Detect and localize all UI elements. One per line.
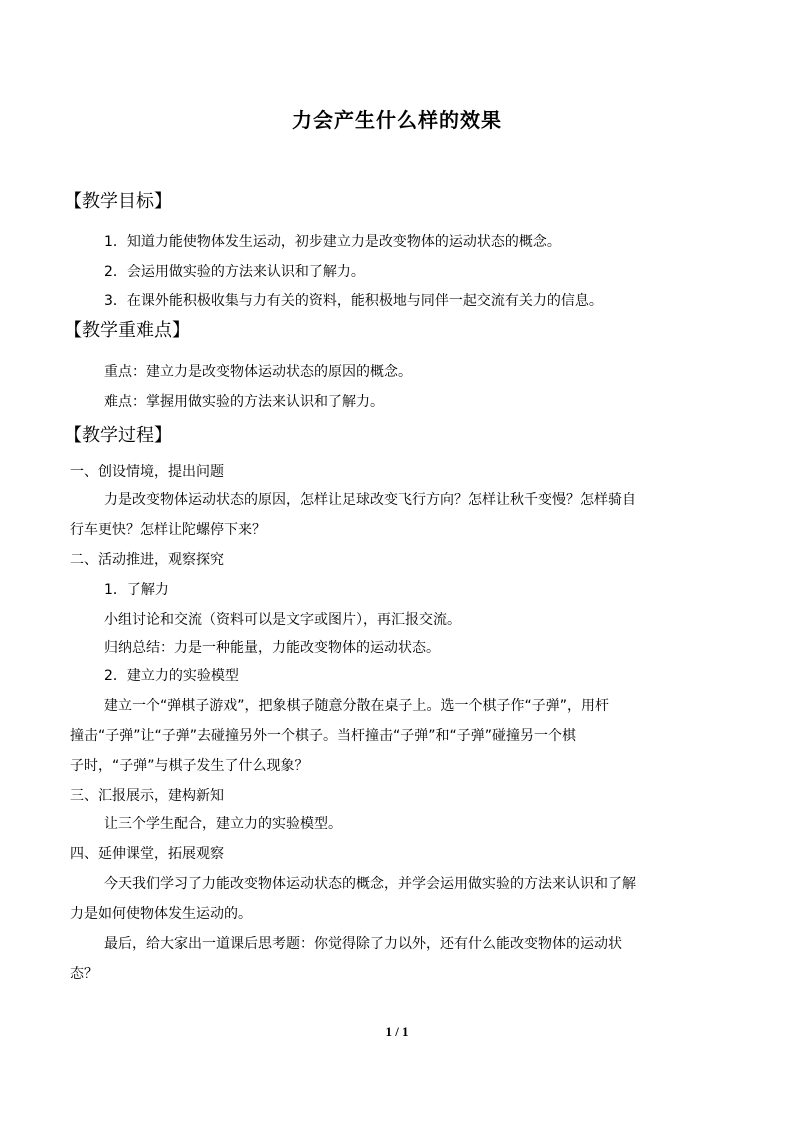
process-line: 最后，给大家出一道课后思考题：你觉得除了力以外，还有什么能改变物体的运动状 bbox=[104, 936, 622, 952]
document-title: 力会产生什么样的效果 bbox=[292, 108, 502, 132]
process-heading: 【教学过程】 bbox=[64, 425, 172, 446]
process-line: 撞击“子弹”让“子弹”去碰撞另外一个棋子。当杆撞击“子弹”和“子弹”碰撞另一个棋 bbox=[70, 728, 577, 744]
process-line: 三、汇报展示，建构新知 bbox=[70, 788, 224, 804]
objective-item: 3．在课外能积极收集与力有关的资料，能积极地与同伴一起交流有关力的信息。 bbox=[104, 293, 603, 309]
process-line: 建立一个“弹棋子游戏”，把象棋子随意分散在桌子上。选一个棋子作“子弹”，用杆 bbox=[104, 698, 610, 714]
process-line: 让三个学生配合，建立力的实验模型。 bbox=[104, 816, 342, 832]
process-line: 今天我们学习了力能改变物体运动状态的概念，并学会运用做实验的方法来认识和了解 bbox=[104, 876, 636, 892]
process-line: 力是改变物体运动状态的原因，怎样让足球改变飞行方向？怎样让秋千变慢？怎样骑自 bbox=[104, 492, 636, 508]
key-point-item: 难点：掌握用做实验的方法来认识和了解力。 bbox=[104, 394, 384, 410]
process-line: 小组讨论和交流（资料可以是文字或图片），再汇报交流。 bbox=[104, 612, 461, 628]
process-line: 一、创设情境，提出问题 bbox=[70, 464, 224, 480]
process-line: 1．了解力 bbox=[104, 582, 169, 598]
objective-item: 2．会运用做实验的方法来认识和了解力。 bbox=[104, 264, 365, 280]
process-line: 2．建立力的实验模型 bbox=[104, 668, 239, 684]
page-number: 1 / 1 bbox=[385, 1024, 409, 1039]
process-line: 子时，“子弹”与棋子发生了什么现象？ bbox=[70, 758, 309, 774]
process-line: 二、活动推进，观察探究 bbox=[70, 552, 224, 568]
key-points-heading: 【教学重难点】 bbox=[64, 320, 190, 341]
process-line: 归纳总结：力是一种能量，力能改变物体的运动状态。 bbox=[104, 640, 440, 656]
key-point-item: 重点：建立力是改变物体运动状态的原因的概念。 bbox=[104, 364, 412, 380]
process-line: 四、延伸课堂，拓展观察 bbox=[70, 846, 224, 862]
process-line: 态？ bbox=[70, 966, 98, 982]
objectives-heading: 【教学目标】 bbox=[64, 191, 172, 212]
objective-item: 1．知道力能使物体发生运动，初步建立力是改变物体的运动状态的概念。 bbox=[104, 234, 561, 250]
process-line: 力是如何使物体发生运动的。 bbox=[70, 906, 252, 922]
process-line: 行车更快？怎样让陀螺停下来？ bbox=[70, 522, 266, 538]
